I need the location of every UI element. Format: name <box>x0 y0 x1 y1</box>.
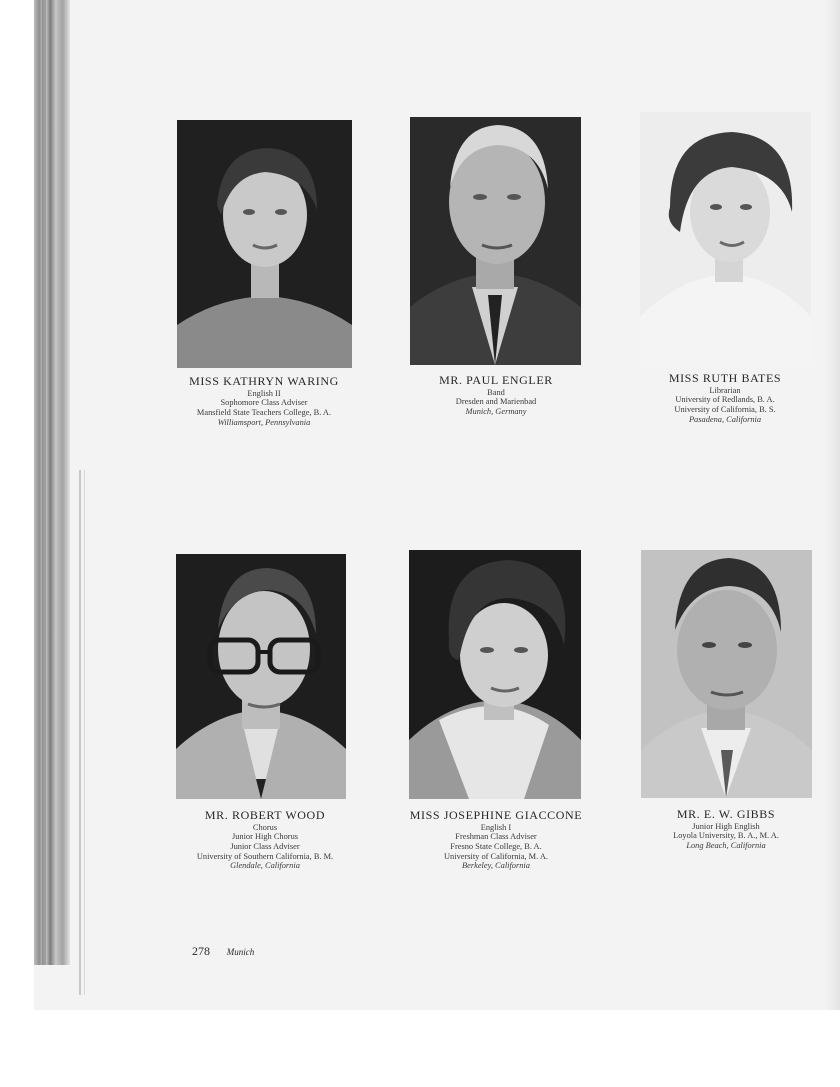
portrait-photo-3 <box>640 112 811 362</box>
faculty-hometown: Glendale, California <box>230 861 300 871</box>
faculty-detail: Freshman Class Adviser <box>455 832 537 842</box>
faculty-name: MR. ROBERT WOOD <box>204 808 326 822</box>
caption-6 <box>626 808 826 851</box>
portrait-photo-1 <box>177 120 352 368</box>
faculty-detail: English II <box>247 388 281 398</box>
faculty-detail: University of California, M. A. <box>444 851 548 861</box>
faculty-detail: Fresno State College, B. A. <box>450 842 542 852</box>
book-binding <box>34 0 70 965</box>
faculty-name: MISS JOSEPHINE GIACCONE <box>409 808 583 822</box>
faculty-detail: University of California, B. S. <box>674 405 776 415</box>
faculty-detail: Junior High Chorus <box>231 832 299 842</box>
faculty-detail: Junior High English <box>692 821 760 831</box>
portrait-photo-6 <box>641 550 812 798</box>
page-number: 278 <box>192 944 210 958</box>
caption-1 <box>164 375 364 427</box>
faculty-hometown: Pasadena, California <box>688 414 762 424</box>
faculty-detail: Loyola University, B. A., M. A. <box>673 831 779 841</box>
faculty-name: MISS KATHRYN WARING <box>189 374 339 388</box>
faculty-detail: Mansfield State Teachers College, B. A. <box>196 408 332 418</box>
faculty-detail: University of Redlands, B. A. <box>675 395 775 405</box>
caption-3 <box>625 372 825 424</box>
caption-4 <box>160 809 370 871</box>
faculty-detail: Chorus <box>252 822 278 832</box>
faculty-name: MISS RUTH BATES <box>668 371 782 385</box>
caption-2 <box>396 374 596 417</box>
faculty-name: MR. PAUL ENGLER <box>439 373 553 387</box>
faculty-hometown: Williamsport, Pennsylvania <box>217 417 311 427</box>
faculty-detail: Dresden and Marienbad <box>455 397 537 407</box>
faculty-detail: Band <box>487 387 505 397</box>
faculty-detail: Junior Class Adviser <box>230 842 300 852</box>
faculty-detail: English I <box>480 822 512 832</box>
faculty-name: MR. E. W. GIBBS <box>676 807 776 821</box>
page-footer <box>192 944 254 959</box>
footer-title: Munich <box>226 947 255 957</box>
page-edge-shadow <box>826 0 840 1010</box>
margin-rule-inner <box>84 470 85 995</box>
faculty-hometown: Munich, Germany <box>465 407 527 417</box>
faculty-detail: Sophomore Class Adviser <box>220 398 308 408</box>
faculty-hometown: Long Beach, California <box>686 841 766 851</box>
portrait-photo-4 <box>176 554 346 799</box>
faculty-hometown: Berkeley, California <box>462 861 530 871</box>
faculty-detail: Librarian <box>709 385 741 395</box>
caption-5 <box>390 809 602 871</box>
faculty-detail: University of Southern California, B. M. <box>196 851 334 861</box>
margin-rule <box>79 470 81 995</box>
portrait-photo-5 <box>409 550 581 799</box>
portrait-photo-2 <box>410 117 581 365</box>
